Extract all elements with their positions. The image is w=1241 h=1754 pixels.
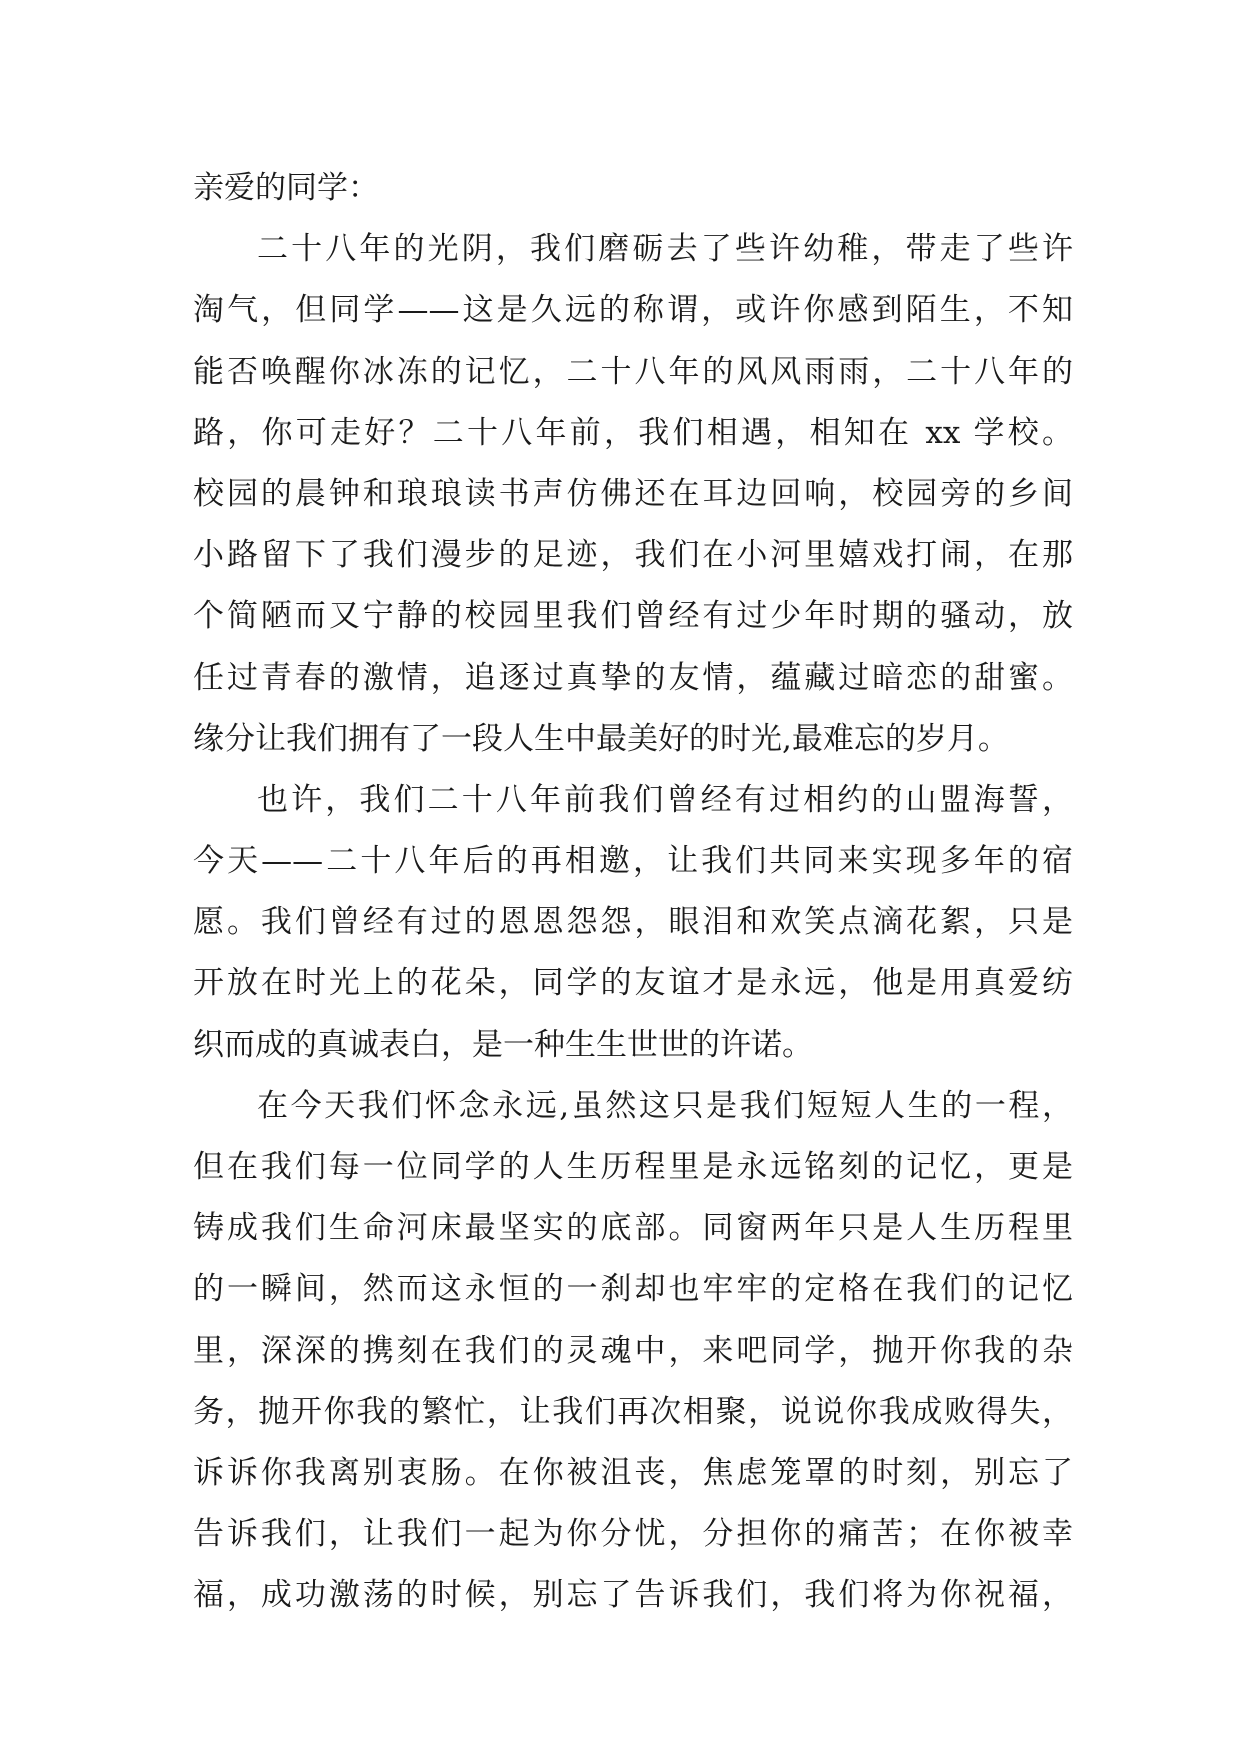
paragraph-1-line-2: 淘气，但同学——这是久远的称谓，或许你感到陌生，不知 <box>193 292 1073 329</box>
paragraph-2-line-5: 织而成的真诚表白，是一种生生世世的许诺。 <box>193 1026 813 1063</box>
paragraph-3-line-5: 里，深深的携刻在我们的灵魂中，来吧同学，抛开你我的杂 <box>193 1332 1073 1369</box>
paragraph-1-line-8: 任过青春的激情，追逐过真挚的友情，蕴藏过暗恋的甜蜜。 <box>193 659 1073 696</box>
document-page <box>193 158 1073 1627</box>
paragraph-3-line-3: 铸成我们生命河床最坚实的底部。同窗两年只是人生历程里 <box>193 1210 1073 1247</box>
paragraph-3-line-6: 务，抛开你我的繁忙，让我们再次相聚，说说你我成败得失， <box>193 1393 1073 1430</box>
paragraph-1-line-7: 个简陋而又宁静的校园里我们曾经有过少年时期的骚动，放 <box>193 598 1073 635</box>
paragraph-3-line-4: 的一瞬间，然而这永恒的一刹却也牢牢的定格在我们的记忆 <box>193 1271 1073 1308</box>
paragraph-1-line-1: 二十八年的光阴，我们磨砺去了些许幼稚，带走了些许 <box>257 231 1073 268</box>
paragraph-1-line-9: 缘分让我们拥有了一段人生中最美好的时光,最难忘的岁月。 <box>193 720 1009 757</box>
paragraph-3-line-9: 福，成功激荡的时候，别忘了告诉我们，我们将为你祝福， <box>193 1577 1073 1614</box>
paragraph-1-line-4: 路，你可走好？二十八年前，我们相遇，相知在 xx 学校。 <box>193 414 1073 451</box>
paragraph-2-line-4: 开放在时光上的花朵，同学的友谊才是永远，他是用真爱纺 <box>193 965 1073 1002</box>
paragraph-3-line-7: 诉诉你我离别衷肠。在你被沮丧，焦虑笼罩的时刻，别忘了 <box>193 1454 1073 1491</box>
paragraph-2-line-3: 愿。我们曾经有过的恩恩怨怨，眼泪和欢笑点滴花絮，只是 <box>193 904 1073 941</box>
paragraph-3-line-1: 在今天我们怀念永远,虽然这只是我们短短人生的一程， <box>257 1087 1073 1124</box>
paragraph-3-line-2: 但在我们每一位同学的人生历程里是永远铭刻的记忆，更是 <box>193 1149 1073 1185</box>
paragraph-3-line-8: 告诉我们，让我们一起为你分忧，分担你的痛苦；在你被幸 <box>193 1516 1073 1553</box>
paragraph-2-line-1: 也许，我们二十八年前我们曾经有过相约的山盟海誓， <box>257 781 1073 818</box>
salutation: 亲爱的同学： <box>193 170 379 206</box>
paragraph-2-line-2: 今天——二十八年后的再相邀，让我们共同来实现多年的宿 <box>193 843 1073 880</box>
paragraph-1-line-6: 小路留下了我们漫步的足迹，我们在小河里嬉戏打闹，在那 <box>193 537 1073 574</box>
paragraph-1-line-5: 校园的晨钟和琅琅读书声仿佛还在耳边回响，校园旁的乡间 <box>193 475 1073 512</box>
paragraph-1-line-3: 能否唤醒你冰冻的记忆，二十八年的风风雨雨，二十八年的 <box>193 353 1073 390</box>
